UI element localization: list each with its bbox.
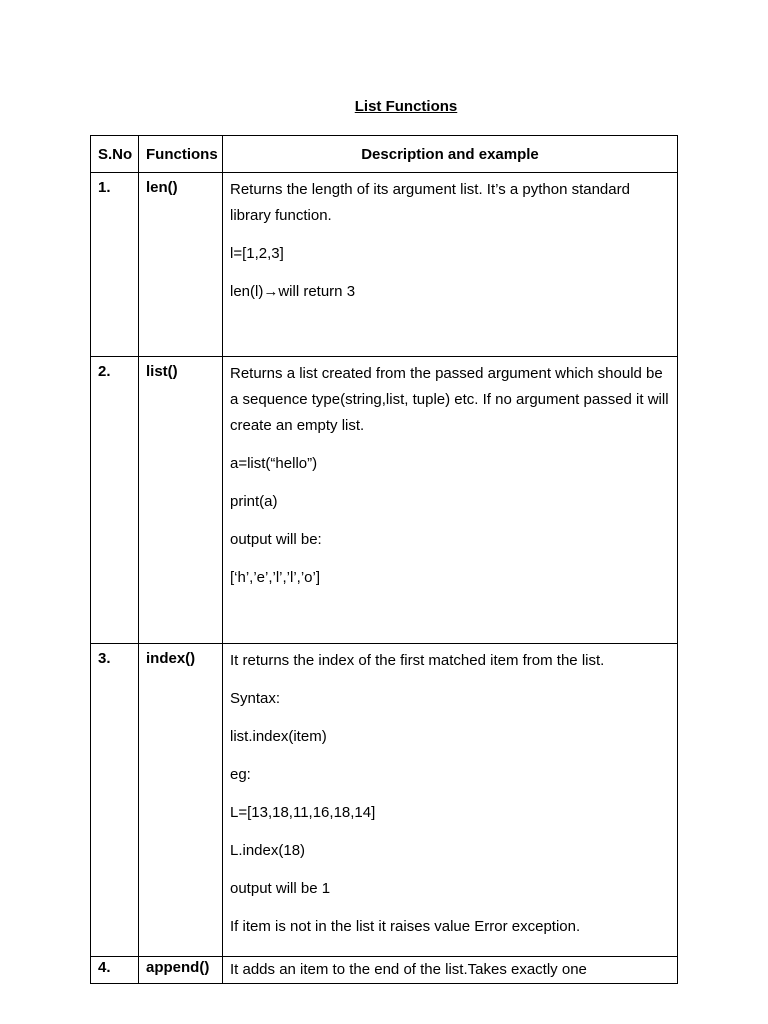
description-text: It returns the index of the first matched item from the list. xyxy=(230,652,605,669)
example-line: len(l)→will return 3 xyxy=(230,283,356,300)
description-text: Returns the length of its argument list. It’s a python standard library function. xyxy=(230,181,630,224)
example-line: L.index(18) xyxy=(230,842,306,859)
row-function: len() xyxy=(139,173,223,357)
table-row xyxy=(91,644,678,957)
description-text: Returns a list created from the passed argument which should be a sequence type(string,list, tuple) etc. If no argument passed it will create an empty list. xyxy=(230,365,669,434)
example-line: print(a) xyxy=(230,493,278,510)
header-description: Description and example xyxy=(223,136,678,173)
table-row xyxy=(91,357,678,644)
row-function: list() xyxy=(139,357,223,644)
row-sno: 2. xyxy=(91,357,139,644)
header-functions: Functions xyxy=(139,136,223,173)
example-line: list.index(item) xyxy=(230,728,327,745)
row-sno: 4. xyxy=(91,957,139,984)
table-row xyxy=(91,173,678,357)
example-line: Syntax: xyxy=(230,690,281,707)
row-description xyxy=(223,173,678,357)
row-function: index() xyxy=(139,644,223,957)
row-description xyxy=(223,644,678,957)
example-line: L=[13,18,11,16,18,14] xyxy=(230,804,376,821)
example-line: output will be: xyxy=(230,531,322,548)
page-title: List Functions xyxy=(354,98,458,115)
row-sno: 1. xyxy=(91,173,139,357)
example-line: output will be 1 xyxy=(230,880,331,897)
row-function: append() xyxy=(139,957,223,984)
table-header-row xyxy=(91,136,678,173)
description-text: It adds an item to the end of the list.Takes exactly one xyxy=(230,961,587,978)
example-line: eg: xyxy=(230,766,251,783)
header-sno: S.No xyxy=(91,136,139,173)
functions-table xyxy=(90,135,678,984)
table-row xyxy=(91,957,678,984)
example-line: a=list(“hello”) xyxy=(230,455,318,472)
example-line: l=[1,2,3] xyxy=(230,245,284,262)
row-sno: 3. xyxy=(91,644,139,957)
example-line: [‘h’,’e’,’l’,’l’,’o’] xyxy=(230,569,321,586)
row-description xyxy=(223,357,678,644)
row-description xyxy=(223,957,678,984)
example-line: If item is not in the list it raises value Error exception. xyxy=(230,918,581,935)
